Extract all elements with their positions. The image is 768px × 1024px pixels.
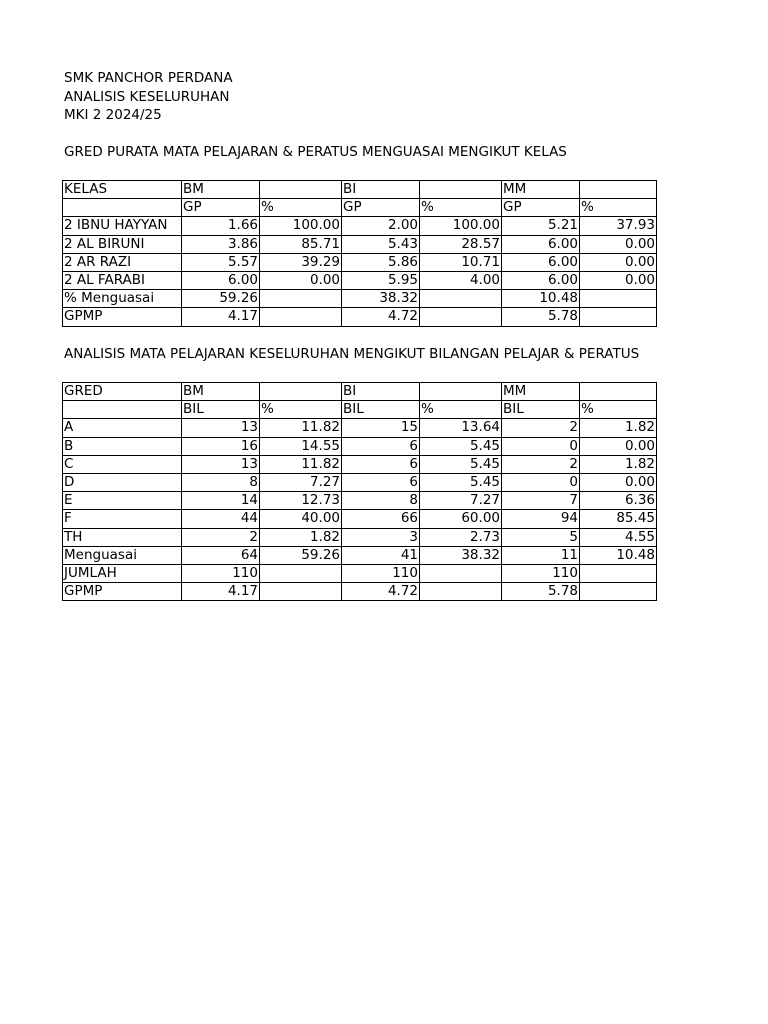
table-cell: 10.71 xyxy=(420,253,502,271)
table-cell: 5.45 xyxy=(420,473,502,491)
row-label-cell: D xyxy=(63,473,182,491)
table-cell xyxy=(260,583,342,601)
table-cell: 4.00 xyxy=(420,271,502,289)
table-cell: 11.82 xyxy=(260,419,342,437)
table-cell: 5.21 xyxy=(502,217,580,235)
table-row xyxy=(63,546,657,564)
table-cell: 8 xyxy=(182,473,260,491)
table-cell: 0.00 xyxy=(580,437,657,455)
table-cell: 38.32 xyxy=(420,546,502,564)
table-cell: 0 xyxy=(502,437,580,455)
table-cell: GP xyxy=(182,199,260,217)
table-cell: 85.45 xyxy=(580,510,657,528)
table-row xyxy=(63,253,657,271)
table-cell: 11.82 xyxy=(260,455,342,473)
row-label-cell: B xyxy=(63,437,182,455)
table-cell: 0.00 xyxy=(580,271,657,289)
table1-title: GRED PURATA MATA PELAJARAN & PERATUS MENGUASAI MENGIKUT KELAS xyxy=(64,144,567,160)
table-cell: 100.00 xyxy=(420,217,502,235)
table-cell: 2.00 xyxy=(342,217,420,235)
table-cell xyxy=(580,583,657,601)
analysis-title: ANALISIS KESELURUHAN xyxy=(64,89,230,105)
table-cell: 13.64 xyxy=(420,419,502,437)
table-cell: 40.00 xyxy=(260,510,342,528)
table-cell: % xyxy=(420,199,502,217)
row-label-cell: GPMP xyxy=(63,308,182,326)
table-cell: 110 xyxy=(182,564,260,582)
table-cell: BIL xyxy=(342,401,420,419)
table-cell: 8 xyxy=(342,492,420,510)
table-cell: 5.45 xyxy=(420,437,502,455)
table-cell: 4.72 xyxy=(342,583,420,601)
table-cell xyxy=(580,564,657,582)
overall-grade-table xyxy=(62,382,657,601)
table-cell xyxy=(260,564,342,582)
table-cell: 6.36 xyxy=(580,492,657,510)
row-label-cell: GPMP xyxy=(63,583,182,601)
table-cell xyxy=(260,181,342,199)
table-cell: 5.43 xyxy=(342,235,420,253)
table-cell: 7 xyxy=(502,492,580,510)
table-cell: 5.45 xyxy=(420,455,502,473)
table-row xyxy=(63,455,657,473)
table-row xyxy=(63,473,657,491)
table-cell: 0.00 xyxy=(260,271,342,289)
class-grade-table xyxy=(62,180,657,327)
row-label-cell xyxy=(63,199,182,217)
table-cell: 2.73 xyxy=(420,528,502,546)
table-cell: % xyxy=(580,401,657,419)
row-label-cell: TH xyxy=(63,528,182,546)
table-header-row xyxy=(63,383,657,401)
table-row xyxy=(63,271,657,289)
table-cell: 14.55 xyxy=(260,437,342,455)
table-cell: 3 xyxy=(342,528,420,546)
row-label-cell: % Menguasai xyxy=(63,290,182,308)
table-cell: 64 xyxy=(182,546,260,564)
table-cell xyxy=(420,290,502,308)
table-cell: 59.26 xyxy=(260,546,342,564)
table-cell: 0.00 xyxy=(580,253,657,271)
table-cell: % xyxy=(260,199,342,217)
table-cell xyxy=(420,583,502,601)
table-cell: 1.82 xyxy=(580,419,657,437)
table-cell: 7.27 xyxy=(420,492,502,510)
table-row xyxy=(63,217,657,235)
table-cell xyxy=(420,308,502,326)
row-label-cell: A xyxy=(63,419,182,437)
table-cell: 6.00 xyxy=(502,253,580,271)
table-cell: % xyxy=(420,401,502,419)
table-cell: 2 xyxy=(182,528,260,546)
table-cell: 37.93 xyxy=(580,217,657,235)
table-cell: 4.17 xyxy=(182,308,260,326)
table-cell: 0.00 xyxy=(580,235,657,253)
table-header-row xyxy=(63,199,657,217)
table-cell: 4.72 xyxy=(342,308,420,326)
row-label-cell: GRED xyxy=(63,383,182,401)
table-cell: 5.78 xyxy=(502,308,580,326)
table-cell: 28.57 xyxy=(420,235,502,253)
table-cell: % xyxy=(580,199,657,217)
table-cell xyxy=(580,308,657,326)
table-cell: 4.55 xyxy=(580,528,657,546)
table-row xyxy=(63,437,657,455)
table-cell: 6.00 xyxy=(502,271,580,289)
table-cell: 59.26 xyxy=(182,290,260,308)
table-cell: 6 xyxy=(342,437,420,455)
table-row xyxy=(63,528,657,546)
table-cell: 13 xyxy=(182,455,260,473)
table-cell: 38.32 xyxy=(342,290,420,308)
row-label-cell: JUMLAH xyxy=(63,564,182,582)
table-cell: GP xyxy=(502,199,580,217)
table-cell: 12.73 xyxy=(260,492,342,510)
table-cell: 66 xyxy=(342,510,420,528)
table-cell: 2 xyxy=(502,455,580,473)
table-cell: 94 xyxy=(502,510,580,528)
table-cell: % xyxy=(260,401,342,419)
table-cell: BM xyxy=(182,181,260,199)
table-cell: 1.66 xyxy=(182,217,260,235)
table-cell xyxy=(260,290,342,308)
table-cell: 11 xyxy=(502,546,580,564)
table-cell: GP xyxy=(342,199,420,217)
table-cell: 10.48 xyxy=(502,290,580,308)
table-row xyxy=(63,308,657,326)
table-cell: 5.95 xyxy=(342,271,420,289)
table-cell: BI xyxy=(342,383,420,401)
table-cell: 16 xyxy=(182,437,260,455)
table-cell: 1.82 xyxy=(260,528,342,546)
table-cell: 1.82 xyxy=(580,455,657,473)
table-row xyxy=(63,583,657,601)
table-cell: 3.86 xyxy=(182,235,260,253)
table-cell: 15 xyxy=(342,419,420,437)
table-cell xyxy=(420,181,502,199)
exam-label: MKI 2 2024/25 xyxy=(64,107,162,123)
table-cell: 14 xyxy=(182,492,260,510)
table-cell xyxy=(420,564,502,582)
row-label-cell: 2 AR RAZI xyxy=(63,253,182,271)
table-cell: 110 xyxy=(342,564,420,582)
table-row xyxy=(63,419,657,437)
table-cell xyxy=(260,308,342,326)
table-cell: 5.86 xyxy=(342,253,420,271)
table-cell: BI xyxy=(342,181,420,199)
table-cell: 7.27 xyxy=(260,473,342,491)
table-cell: 2 xyxy=(502,419,580,437)
table-row xyxy=(63,510,657,528)
table-cell: 5 xyxy=(502,528,580,546)
table-cell: 39.29 xyxy=(260,253,342,271)
table-row xyxy=(63,492,657,510)
table-header-row xyxy=(63,181,657,199)
table-cell: 60.00 xyxy=(420,510,502,528)
table-cell: 6.00 xyxy=(502,235,580,253)
table-cell: BM xyxy=(182,383,260,401)
school-name: SMK PANCHOR PERDANA xyxy=(64,70,233,86)
table-cell: 85.71 xyxy=(260,235,342,253)
table-cell xyxy=(260,383,342,401)
table-cell: BIL xyxy=(182,401,260,419)
table-cell: MM xyxy=(502,181,580,199)
table-cell xyxy=(580,290,657,308)
table-cell: 100.00 xyxy=(260,217,342,235)
table-cell xyxy=(580,181,657,199)
table2-title: ANALISIS MATA PELAJARAN KESELURUHAN MENGIKUT BILANGAN PELAJAR & PERATUS xyxy=(64,346,640,362)
table-cell: 0.00 xyxy=(580,473,657,491)
table-cell: BIL xyxy=(502,401,580,419)
table-row xyxy=(63,564,657,582)
row-label-cell: E xyxy=(63,492,182,510)
table-cell: 10.48 xyxy=(580,546,657,564)
table-cell: 6 xyxy=(342,455,420,473)
table-cell xyxy=(580,383,657,401)
table-cell: 5.57 xyxy=(182,253,260,271)
table-cell: 4.17 xyxy=(182,583,260,601)
table-cell: 6 xyxy=(342,473,420,491)
row-label-cell: 2 IBNU HAYYAN xyxy=(63,217,182,235)
table-row xyxy=(63,290,657,308)
table-cell: 41 xyxy=(342,546,420,564)
row-label-cell: 2 AL BIRUNI xyxy=(63,235,182,253)
table-cell: 5.78 xyxy=(502,583,580,601)
table-cell: 13 xyxy=(182,419,260,437)
table-row xyxy=(63,235,657,253)
row-label-cell xyxy=(63,401,182,419)
row-label-cell: 2 AL FARABI xyxy=(63,271,182,289)
row-label-cell: KELAS xyxy=(63,181,182,199)
table-cell: 6.00 xyxy=(182,271,260,289)
row-label-cell: C xyxy=(63,455,182,473)
table-cell xyxy=(420,383,502,401)
table-header-row xyxy=(63,401,657,419)
table-cell: 0 xyxy=(502,473,580,491)
table-cell: MM xyxy=(502,383,580,401)
row-label-cell: F xyxy=(63,510,182,528)
table-cell: 110 xyxy=(502,564,580,582)
table-cell: 44 xyxy=(182,510,260,528)
row-label-cell: Menguasai xyxy=(63,546,182,564)
